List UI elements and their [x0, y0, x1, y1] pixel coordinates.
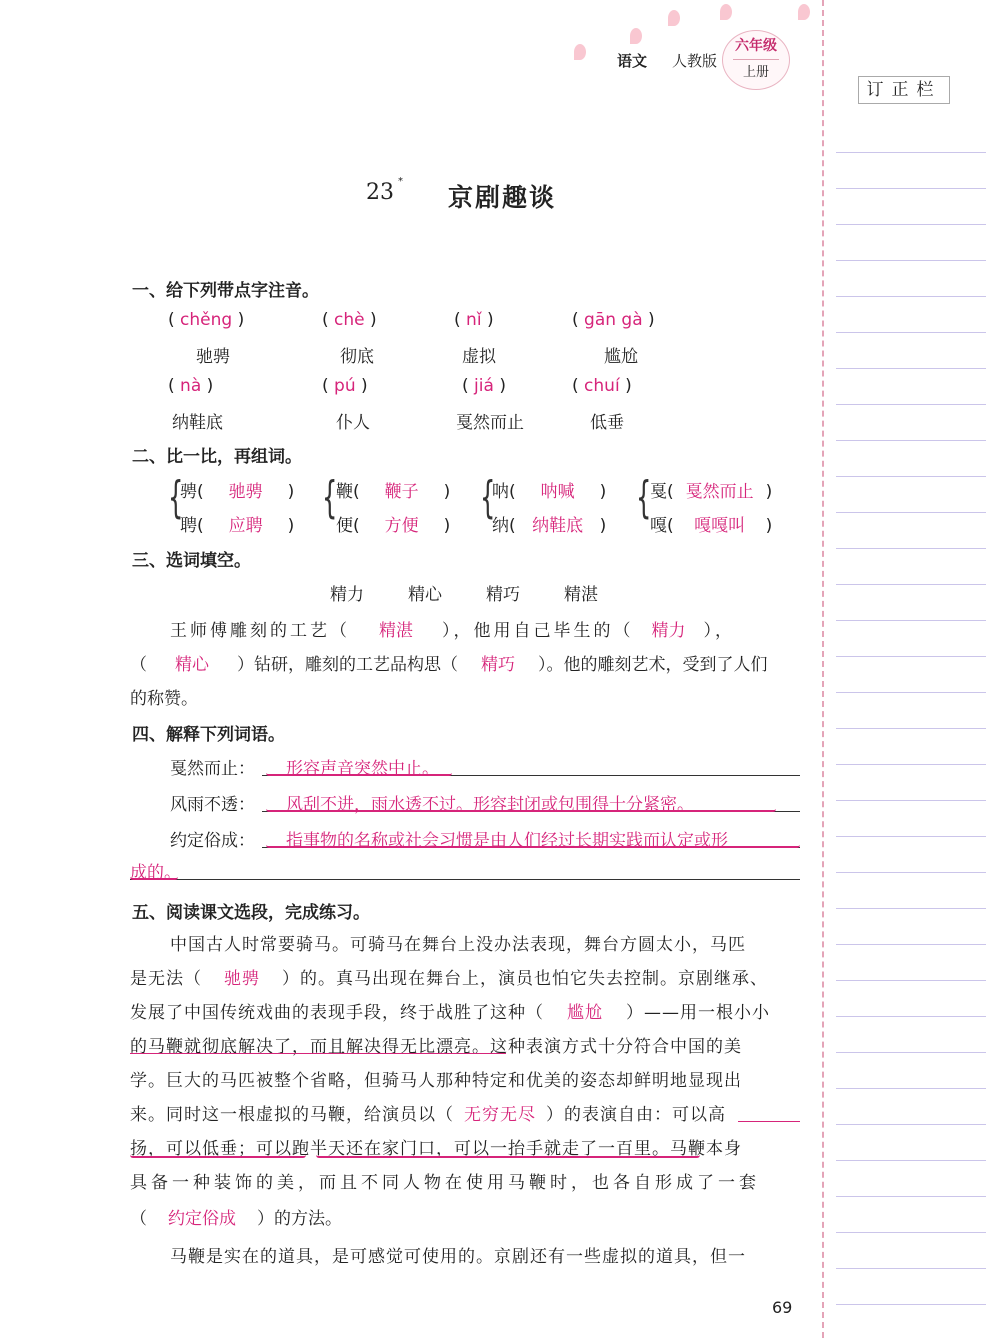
petal-decoration: [720, 4, 732, 20]
word: 尴尬: [604, 347, 638, 367]
correction-rule-line: [836, 548, 986, 549]
paragraph-line: 的马鞭就彻底解决了，而且解决得无比漂亮。这种表演方式十分符合中国的美: [130, 1037, 742, 1057]
term-answer: 指事物的名称或社会习惯是由人们经过长期实践而认定或形: [286, 831, 728, 851]
wavy-underline: [266, 768, 452, 776]
paragraph-line: 扬，可以低垂；可以跑半天还在家门口，可以一抬手就走了一百里。马鞭本身: [130, 1139, 742, 1159]
paragraph-line: 王师傅雕刻的工艺（ 精湛 ），他用自己毕生的（ 精力 ），: [170, 621, 735, 641]
term-answer: 风刮不进，雨水透不过。形容封闭或包围得十分紧密。: [286, 795, 694, 815]
brace: {: [636, 472, 652, 523]
volume-label: 上册: [742, 65, 769, 80]
correction-rule-line: [836, 944, 986, 945]
compare-char: 呐( 呐喊 ): [492, 482, 607, 502]
wavy-underline: [266, 804, 776, 812]
pinyin-answer: ( nǐ ): [454, 310, 494, 330]
correction-rule-line: [836, 764, 986, 765]
compare-char: 鞭( 鞭子 ): [336, 482, 451, 502]
pinyin-answer: ( gān gà ): [572, 310, 655, 330]
correction-rule-line: [836, 152, 986, 153]
correction-rule-line: [836, 332, 986, 333]
correction-rule-line: [836, 1124, 986, 1125]
grade-badge: [722, 30, 790, 90]
divider: [733, 59, 779, 60]
correction-column-border: [822, 0, 824, 1338]
wavy-underline: [130, 1150, 306, 1158]
correction-rule-line: [836, 980, 986, 981]
compare-char: 纳( 纳鞋底 ): [492, 516, 607, 536]
correction-rule-line: [836, 800, 986, 801]
correction-rule-line: [836, 1196, 986, 1197]
correction-rule-line: [836, 1160, 986, 1161]
pinyin-answer: ( chè ): [322, 310, 377, 330]
section5-heading: 五、阅读课文选段，完成练习。: [132, 903, 370, 923]
word: 彻底: [340, 347, 374, 367]
correction-column-title: 订正栏: [858, 76, 950, 104]
correction-rule-line: [836, 872, 986, 873]
correction-rule-line: [836, 620, 986, 621]
word: 虚拟: [462, 347, 496, 367]
pinyin-answer: ( pú ): [322, 376, 368, 396]
paragraph-line: 来。同时这一根虚拟的马鞭，给演员以（ 无穷无尽 ）的表演自由：可以高: [130, 1105, 726, 1125]
correction-rule-line: [836, 584, 986, 585]
paragraph-line: 马鞭是实在的道具，是可感觉可使用的。京剧还有一些虚拟的道具，但一: [170, 1247, 746, 1267]
correction-rule-line: [836, 440, 986, 441]
compare-char: 骋( 驰骋 ): [180, 482, 295, 502]
paragraph-line: （ 精心 ）钻研，雕刻的工艺品构思（ 精巧 ）。他的雕刻艺术，受到了人们: [130, 655, 768, 675]
word: 仆人: [336, 413, 370, 433]
compare-char: 便( 方便 ): [336, 516, 451, 536]
petal-decoration: [668, 10, 680, 26]
grade-label: 六年级: [735, 38, 777, 54]
section2-heading: 二、比一比，再组词。: [132, 447, 302, 467]
correction-rule-line: [836, 836, 986, 837]
term-answer-cont: 成的。: [130, 863, 181, 883]
word: 纳鞋底: [172, 413, 223, 433]
paragraph-line: 的称赞。: [130, 689, 198, 709]
paragraph-line: （ 约定俗成 ）的方法。: [130, 1209, 342, 1229]
wavy-underline: [266, 840, 800, 848]
correction-rule-line: [836, 1232, 986, 1233]
straight-underline: [738, 1121, 800, 1122]
correction-rule-line: [836, 692, 986, 693]
correction-rule-line: [836, 1088, 986, 1089]
correction-rule-line: [836, 1016, 986, 1017]
petal-decoration: [630, 28, 642, 44]
section1-heading: 一、给下列带点字注音。: [132, 281, 319, 301]
term-label: 约定俗成：: [170, 831, 255, 851]
term-label: 风雨不透：: [170, 795, 255, 815]
compare-char: 戛( 戛然而止 ): [650, 482, 773, 502]
correction-rule-line: [836, 368, 986, 369]
correction-rule-line: [836, 404, 986, 405]
header-edition: 人教版: [672, 52, 718, 70]
term-label: 戛然而止：: [170, 759, 255, 779]
term-answer: 形容声音突然中止。: [286, 759, 439, 779]
lesson-title: 京剧趣谈: [448, 183, 557, 212]
correction-rule-line: [836, 1268, 986, 1269]
paragraph-line: 中国古人时常要骑马。可骑马在舞台上没办法表现，舞台方圆太小，马匹: [170, 935, 746, 955]
lesson-star: *: [398, 176, 403, 187]
correction-rule-line: [836, 476, 986, 477]
paragraph-line: 具备一种装饰的美，而且不同人物在使用马鞭时，也各自形成了一套: [130, 1173, 760, 1193]
word-option: 精巧: [486, 585, 520, 605]
compare-char: 嘎( 嘎嘎叫 ): [650, 516, 773, 536]
correction-rule-line: [836, 728, 986, 729]
header-subject: 语文: [617, 52, 648, 70]
correction-rule-line: [836, 512, 986, 513]
correction-rule-line: [836, 1052, 986, 1053]
correction-rule-line: [836, 224, 986, 225]
section3-heading: 三、选词填空。: [132, 551, 251, 571]
petal-decoration: [574, 44, 586, 60]
word-option: 精湛: [564, 585, 598, 605]
pinyin-answer: ( chěng ): [168, 310, 245, 330]
word-option: 精力: [330, 585, 364, 605]
section4-heading: 四、解释下列词语。: [132, 725, 285, 745]
paragraph-line: 学。巨大的马匹被整个省略，但骑马人那种特定和优美的姿态却鲜明地显现出: [130, 1071, 742, 1091]
brace: {: [322, 472, 338, 523]
pinyin-answer: ( nà ): [168, 376, 214, 396]
paragraph-line: 发展了中国传统戏曲的表现手段，终于战胜了这种（ 尴尬 ）——用一根小小: [130, 1003, 770, 1023]
petal-decoration: [798, 4, 810, 20]
correction-rule-line: [836, 1304, 986, 1305]
correction-rule-line: [836, 656, 986, 657]
paragraph-line: 是无法（ 驰骋 ）的。真马出现在舞台上，演员也怕它失去控制。京剧继承、: [130, 969, 768, 989]
word: 驰骋: [196, 347, 230, 367]
pinyin-answer: ( jiá ): [462, 376, 506, 396]
brace: {: [168, 472, 184, 523]
page-number: 69: [772, 1298, 793, 1317]
compare-char: 聘( 应聘 ): [180, 516, 295, 536]
word: 戛然而止: [456, 413, 524, 433]
answer-underline: [130, 879, 800, 880]
correction-rule-line: [836, 296, 986, 297]
wavy-underline: [316, 1150, 700, 1158]
pinyin-answer: ( chuí ): [572, 376, 632, 396]
correction-rule-line: [836, 260, 986, 261]
wavy-underline: [130, 872, 178, 880]
lesson-number: 23: [366, 180, 394, 205]
correction-rule-line: [836, 188, 986, 189]
word: 低垂: [590, 413, 624, 433]
word-option: 精心: [408, 585, 442, 605]
straight-underline: [130, 1053, 506, 1054]
brace: {: [480, 472, 496, 523]
correction-rule-line: [836, 908, 986, 909]
